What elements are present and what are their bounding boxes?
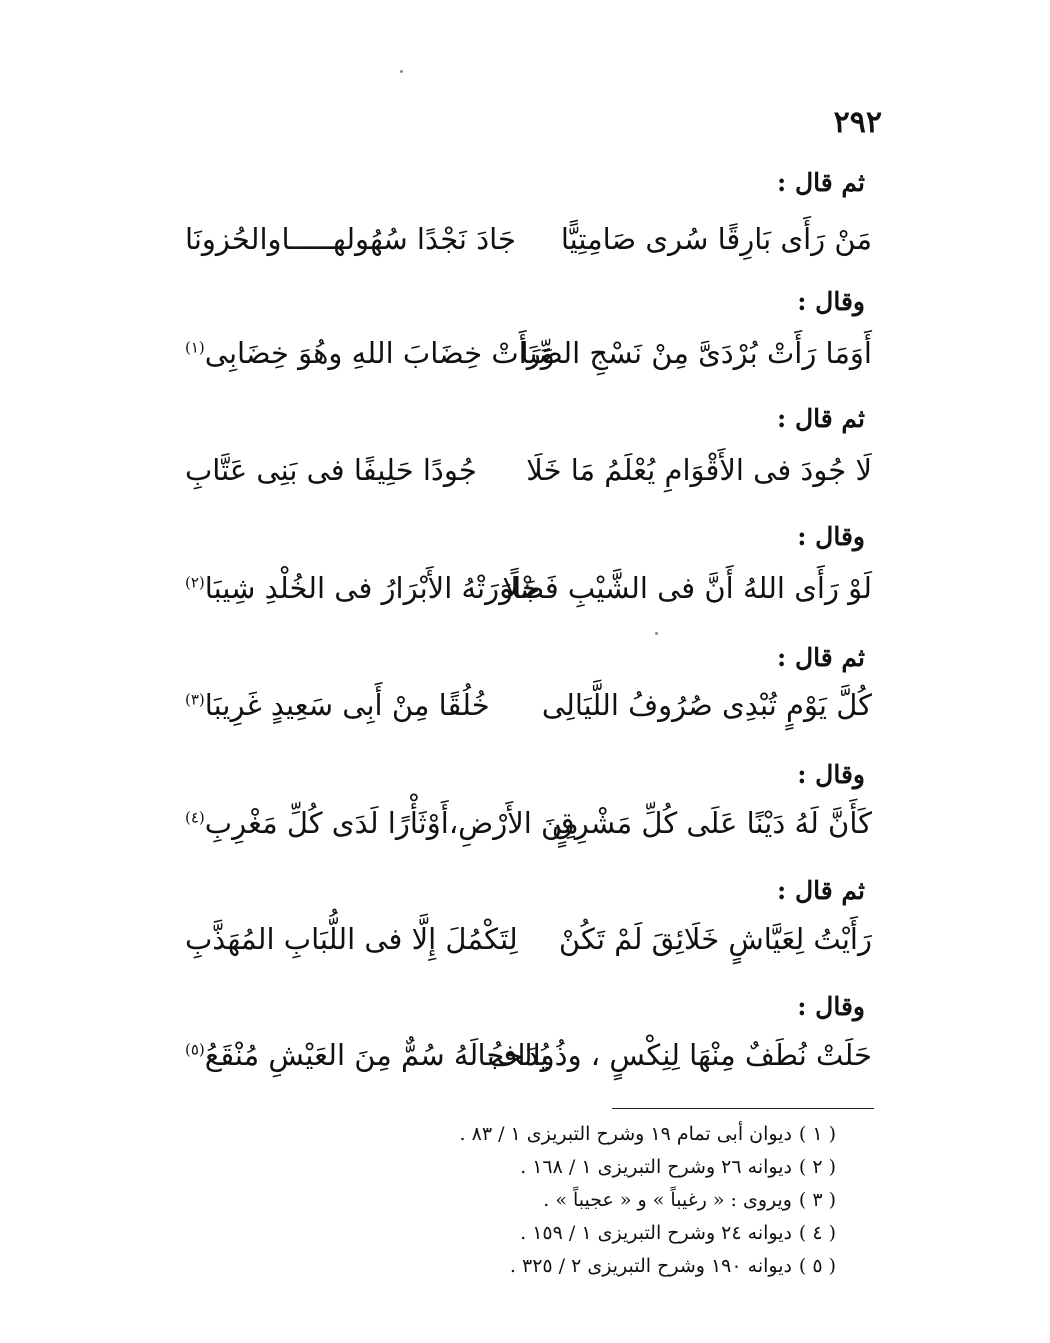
verse-second-hemistich xyxy=(185,336,555,370)
verse-second-hemistich xyxy=(185,922,518,956)
verse-second-hemistich xyxy=(185,453,477,487)
verse-first-hemistich: لَا جُودَ فى الأَقْوَامِ يُعْلَمُ مَا خَلَا xyxy=(526,453,872,487)
page-number: ٢٩٢ xyxy=(833,105,882,140)
verse-second-text: جُودًا حَلِيفًا فى بَنِى عَتَّابِ xyxy=(185,453,477,487)
verse-intro: وقال : xyxy=(797,287,865,316)
verse-second-text: خُلُقًا مِنْ أَبِى سَعِيدٍ غَرِيبَا xyxy=(204,688,490,722)
verse-second-text: لِتَكْمُلَ إِلَّا فى اللُّبَابِ المُهَذَّبِ xyxy=(185,922,518,956)
verse-line xyxy=(185,453,872,503)
verse-first-hemistich: أَوَمَا رَأَتْ بُرْدَىَّ مِنْ نَسْجِ الصِّبَا xyxy=(520,336,872,370)
footnote-text: ديوانه ٢٦ وشرح التبريزى ١ / ١٦٨ . xyxy=(520,1156,792,1178)
scan-speck xyxy=(655,632,658,635)
verse-intro: ثم قال : xyxy=(777,643,865,672)
footnote-ref: (٣) xyxy=(185,690,205,709)
verse-first-hemistich: لَوْ رَأَى اللهُ أَنَّ فى الشَّيْبِ فَضْلًا xyxy=(502,571,872,605)
verse-second-hemistich xyxy=(185,222,516,256)
verse-first-hemistich: كُلَّ يَوْمٍ تُبْدِى صُرُوفُ اللَّيَالِى xyxy=(541,688,872,722)
footnote-text: ديوانه ٢٤ وشرح التبريزى ١ / ١٥٩ . xyxy=(520,1222,792,1244)
verse-second-hemistich xyxy=(185,1038,549,1072)
verse-second-text: جَاوَرَتْهُ الأَبْرَارُ فى الخُلْدِ شِيبَا xyxy=(204,571,540,605)
verse-second-text: جَادَ نَجْدًا سُهُولهـــــاوالحُزونَا xyxy=(185,222,516,256)
footnote-number: ( ٣ ) xyxy=(798,1189,836,1211)
verse-second-hemistich xyxy=(185,806,579,840)
verse-intro: وقال : xyxy=(797,760,865,789)
verse-second-text: وَرَأَتْ خِضَابَ اللهِ وهُوَ خِضَابِى xyxy=(204,336,555,370)
verse-line xyxy=(185,571,872,621)
footnote-ref: (٢) xyxy=(185,573,205,592)
verse-second-hemistich xyxy=(185,688,490,722)
verse-second-text: مِنَ الأَرْضِ،أَوْثَأْرًا لَدَى كُلِّ مَغْرِبِ xyxy=(204,806,579,840)
footnote-ref: (٤) xyxy=(185,808,205,827)
verse-first-hemistich: مَنْ رَأَى بَارِقًا سُرى صَامِتِيًّا xyxy=(560,222,872,256)
footnote xyxy=(460,1184,836,1217)
verse-first-hemistich: كَأَنَّ لَهُ دَيْنًا عَلَى كُلِّ مَشْرِقٍ xyxy=(552,806,872,840)
footnote-text: ديوان أبى تمام ١٩ وشرح التبريزى ١ / ٨٣ . xyxy=(459,1123,792,1145)
verse-second-text: يُدَافُ لَهُ سُمٌّ مِنَ العَيْشِ مُنْقَعُ xyxy=(204,1038,549,1072)
footnote-ref: (١) xyxy=(185,338,205,357)
footnote xyxy=(460,1217,836,1250)
verse-intro: وقال : xyxy=(797,522,865,551)
footnote-text: ويروى : « رغيباً » و « عجيباً » . xyxy=(543,1189,792,1211)
footnote xyxy=(460,1151,836,1184)
footnote-number: ( ١ ) xyxy=(798,1123,836,1145)
verse-line xyxy=(185,806,872,856)
footnote-number: ( ٤ ) xyxy=(798,1222,836,1244)
footnote-divider xyxy=(612,1108,874,1109)
scan-speck xyxy=(400,70,403,73)
footnote-number: ( ٢ ) xyxy=(798,1156,836,1178)
footnote-text: ديوانه ١٩٠ وشرح التبريزى ٢ / ٣٢٥ . xyxy=(509,1255,792,1277)
verse-intro: ثم قال : xyxy=(777,168,865,197)
footnote-ref: (٥) xyxy=(185,1040,205,1059)
footnote-number: ( ٥ ) xyxy=(798,1255,836,1277)
verse-second-hemistich xyxy=(185,571,540,605)
footnote xyxy=(460,1250,836,1283)
verse-line xyxy=(185,336,872,386)
verse-intro: وقال : xyxy=(797,992,865,1021)
footnote xyxy=(460,1118,836,1151)
verse-line xyxy=(185,922,872,972)
footnotes xyxy=(460,1118,836,1283)
verse-first-hemistich: رَأَيْتُ لِعَيَّاشٍ خَلَائِقَ لَمْ تَكُنْ xyxy=(558,922,872,956)
verse-line xyxy=(185,222,872,272)
verse-first-hemistich: حَلَتْ نُطَفٌ مِنْهَا لِنِكْسٍ ، وذُوالحجا xyxy=(477,1038,872,1072)
verse-intro: ثم قال : xyxy=(777,404,865,433)
verse-line xyxy=(185,688,872,738)
verse-intro: ثم قال : xyxy=(777,876,865,905)
verse-line xyxy=(185,1038,872,1088)
